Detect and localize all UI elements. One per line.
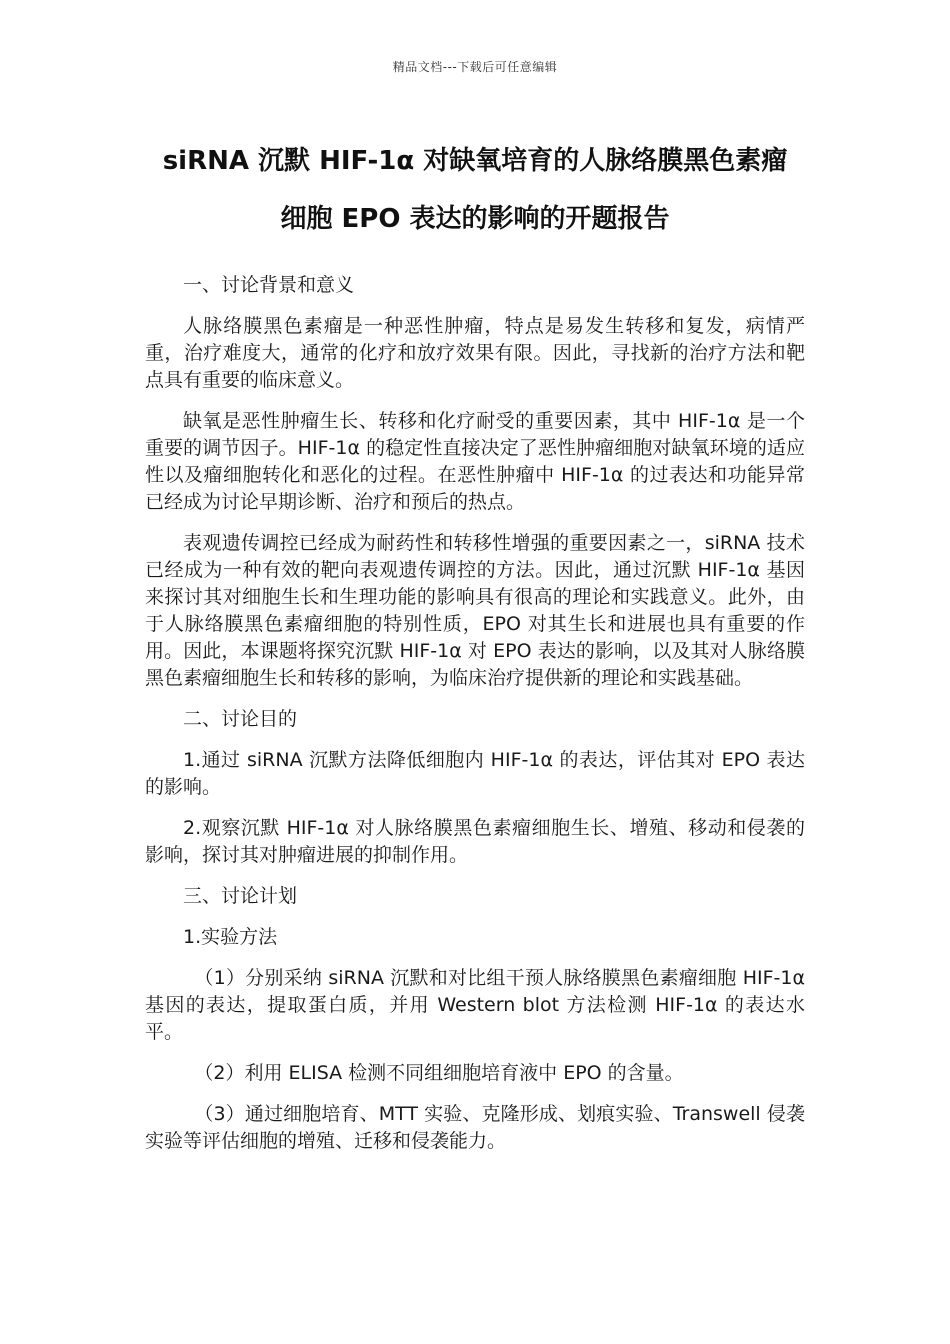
section-2-paragraph-2: 2.观察沉默 HIF-1α 对人脉络膜黑色素瘤细胞生长、增殖、移动和侵袭的影响，探讨其对肿瘤进展的抑制作用。 (145, 817, 805, 866)
section-2-paragraph-1: 1.通过 siRNA 沉默方法降低细胞内 HIF-1α 的表达，评估其对 EPO 表达的影响。 (145, 749, 805, 798)
section-3-item-3: （3）通过细胞培育、MTT 实验、克隆形成、划痕实验、Transwell 侵袭实验等评估细胞的增殖、迁移和侵袭能力。 (145, 1103, 805, 1152)
title-line-2: 细胞 EPO 表达的影响的开题报告 (280, 204, 670, 234)
section-2-heading: 二、讨论目的 (183, 708, 298, 730)
title-line-1: siRNA 沉默 HIF-1α 对缺氧培育的人脉络膜黑色素瘤 (162, 146, 788, 176)
section-1-paragraph-1: 人脉络膜黑色素瘤是一种恶性肿瘤，特点是易发生转移和复发，病情严重，治疗难度大，通常的化疗和放疗效果有限。因此，寻找新的治疗方法和靶点具有重要的临床意义。 (145, 315, 805, 391)
header-note: 精品文档---下载后可任意编辑 (392, 60, 558, 74)
section-3-item-1: （1）分别采纳 siRNA 沉默和对比组干预人脉络膜黑色素瘤细胞 HIF-1α 基因的表达，提取蛋白质，并用 Western blot 方法检测 HIF-1α 的表达水平。 (145, 967, 805, 1043)
section-1-paragraph-2: 缺氧是恶性肿瘤生长、转移和化疗耐受的重要因素，其中 HIF-1α 是一个重要的调节因子。HIF-1α 的稳定性直接决定了恶性肿瘤细胞对缺氧环境的适应性以及瘤细胞转化和恶化的过程。在恶性肿瘤中 HIF-1α 的过表达和功能异常已经成为讨论早期诊断、治疗和预后的热点。 (145, 410, 805, 513)
section-3-heading: 三、讨论计划 (183, 885, 298, 907)
section-3-item-2: （2）利用 ELISA 检测不同组细胞培育液中 EPO 的含量。 (194, 1062, 684, 1084)
section-1-paragraph-3: 表观遗传调控已经成为耐药性和转移性增强的重要因素之一，siRNA 技术已经成为一种有效的靶向表观遗传调控的方法。因此，通过沉默 HIF-1α 基因来探讨其对细胞生长和生理功能的影响具有很高的理论和实践意义。此外，由于人脉络膜黑色素瘤细胞的特别性质，EPO 对其生长和进展也具有重要的作用。因此，本课题将探究沉默 HIF-1α 对 EPO 表达的影响，以及其对人脉络膜黑色素瘤细胞生长和转移的影响，为临床治疗提供新的理论和实践基础。 (145, 532, 805, 689)
document-title (120, 132, 830, 248)
section-1-heading: 一、讨论背景和意义 (183, 274, 355, 296)
section-3-subheading-1: 1.实验方法 (183, 926, 278, 948)
document-body (145, 272, 805, 1169)
